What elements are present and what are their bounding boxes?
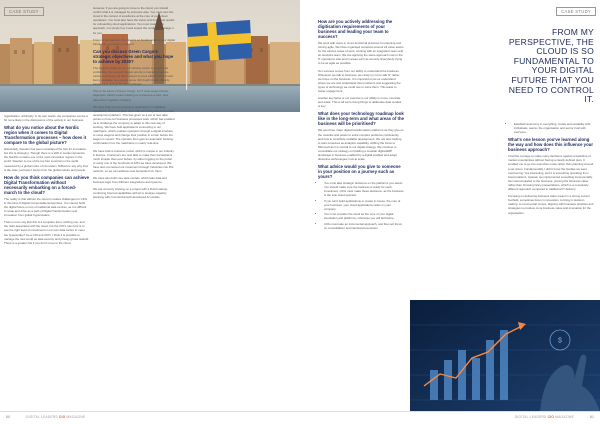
right-footer [300,411,600,424]
question-heading: How are you actively addressing the digitisation requirements of your business and leading your team to success? [318,19,393,39]
paragraph: Another key factor is our purpose is our ability to move, innovate and scale. This is all we're doing things to deliberate data models is key. [318,96,402,109]
question-heading: Can you discuss Green Cargo's strategic objectives and what you hope to achieve by 2030? [93,48,174,64]
list-item: • If you can't build applications or create in-house, the core of your business, your cloud applications relies on your company. [324,199,404,211]
list-item: • You must consider the cloud as the core of your digital foundation and platforms, otherwise you will fail before. [324,212,404,220]
paragraph: I had the courage to make many decisions against a backdrop of market uncertainties without having a clearly defined plan. It enabled me to go into executive mode rather than planning around a set vision. Fundamentally, I didn't know the hurdles we were overcoming. Yes interesting, and it is something operating from interpretations. Instead, we implemented something incrementally, then demonstrated to the business, proving the business value rather than throwing fancy presentations, which is a completely different approach compared to traditional IT delivery. [508,154,594,192]
paragraph: From my perspective, the cloud is so fundamental to your digital future that you need to control it. [93,37,175,46]
left-column-1 [4,114,89,248]
question-heading: What advice would you give to someone in your position on a journey such as yours? [318,164,401,180]
list-item: • Establish autonomy in everything, create accountability with individuals, teams, the organisation and senior trust with everyone. [514,122,594,134]
question-heading: How do you think companies can achieve Digital Transformation without necessarily embarking on a forced-march to the cloud? [4,174,90,195]
paragraph: Historically, Sweden has been considered the hub for innovation, but this is changing. Though there is a shift in market dynamics, the Nordics remains one of the most innovative regions in the world. Sweden is one of the top four countries in the world measured by a global index of innovation. Difficult to say why that is the case, perhaps it stems from the global culture and people. [4,147,88,172]
digital-chart-hand-photo [410,300,600,412]
paragraph: We have built several enterprise applications to digitalise operations, which we have done with our Outsystems low-code development platform. This has given us a set of new data points on how our business processes work, which has enabled us to challenge the company to adapt to this new way of working. We have built applications connecting to our mainframe, which enables operators through a digital interface to move wagons and change their position in a train before the wagon is moved. The operator then gets an automatic booking confirmation from the mainframe in nearly real-time. [93,104,175,146]
right-page [300,0,600,424]
publication-name-part: MAGAZINE [555,415,574,419]
left-column-2 [93,6,175,203]
advice-list [318,181,404,230]
publication-name-accent: CIO [547,415,555,419]
paragraph: We work with users in cross-functional practices for planning and turning agile. We have organised ourselves around 24 value teams for the various areas of work, working with an integration team and an analytics team. We are applying the same approach now to the IT operations side and in areas such as security. Everybody trying to be as agile as possible. [318,41,404,66]
paragraph: We are currently working on a project with a Dutch startup, combining internal capabilities with AI to analyse capacity planning with commercial tech-developed AI models. [93,187,168,200]
paragraph: organisation. Arbitrarily: in its own words, the companies can be a bit more likely in the discussions of the activity in our business. [4,114,88,123]
publication-name [26,415,85,419]
question-heading: What's one lesson you've learned along the way and how does this influence your business approach? [508,137,593,153]
case-study-tag: CASE STUDY [4,7,44,16]
paragraph: Focusing on delivering business value meant in a strong current foothold, sometimes focus in innovation, to bring in decision making, to commercial moves, aligning with business priorities and strategies to produce more business value and innovation for the organisation. [508,194,594,215]
paragraph: Our success comes from our ability to understand the business. Whenever we talk to business, we rarely try not to talk IT; rather, we focus on the business. It is important to let us understand where we are and understand their problems and suggesting the types of technology we could use to solve them. This leads to better engagement. [318,68,401,94]
case-study-tag: CASE STUDY [556,7,596,16]
pull-quote: FROM MY PERSPECTIVE, THE CLOUD IS SO FUNDAMENTAL TO YOUR DIGITAL FUTURE THAT YOU NEED TO CONTROL IT. [508,27,594,105]
publication-name-part: DIGITAL LEADERS [514,415,547,419]
advice-list-continued [508,122,594,134]
svg-text:$: $ [558,337,562,345]
publication-name-part: MAGAZINE [66,415,86,419]
paragraph: However, if you are going to move to the cloud, you should confirm that it is managed by someone else. You must own the cloud in the context of excellence at the core of your cloud operations. You must also have the vision and functional results for onboarding cloud applications. You must master this approach, not simply buy it and expect the vendor to manage it for you. [93,6,175,35]
question-heading: What do you notice about the Nordic region when it comes to Digital Transformation processes – how does it compare to the global picture? [4,125,87,146]
right-column-2 [508,122,594,218]
list-item: • CIOs must take an incremental approach, and then act focus on consolidation and intentional execution. [324,222,404,230]
publication-name-part: DIGITAL LEADERS [26,415,58,419]
paragraph: This is the future of Green Cargo, so IT must support those objectives, which means helping us to become a tech- and data-driven logistics company. [93,89,169,102]
paragraph: We see three major digital transformation platforms as they give us the muscles and power to solve complex problems consistently and how to contribute scalable development. We are also looking to start ourselves as analytics capability, shifting the focus to Microsoft as it is central to our digital strategy. We continue to consolidate our strategy on building a modular digital ERP landscape in business enabled by a digital enabled and adopt disruptive technologies in AI at scale. [318,128,404,162]
publication-name [515,415,574,419]
paragraph: The reality is that without the cloud it creates challenges for CIOs in this kind of Digital Composable Enterprises. You cannot build the digital future on top of traditional data centres, as it is difficult to scale and drive as a path of Digital Transformation and innovation from global hyperscalers. [4,196,88,218]
paragraph: The biggest challenge for our industry sector is growth and profitability. Our second biggest priority is helping to reduce carbon emissions, as rail transport is more efficient than trucks. Every weekday, we operate some 400 freight trains, thereby transporting around 60,000 truckloads. [93,65,174,87]
page-number: 60 [6,415,10,419]
paragraph: That is not to say that this is a complete all-or-nothing one, and the risks associated with the cloud, but the CIO's role here is to see the right level of investment in our own data centre to meet the hyperscaler? As a CIO and CDO, I think it is possible to manage the new world as data security and privacy grows twofold. There is a greater risk if you don't move to the cloud. [4,220,89,245]
question-heading: What does your technology roadmap look like in the long-term and what areas of the business will be prioritised? [318,111,404,127]
paragraph: We have built a customer portal, which is unique in our industry in Europe. Customers are now able to make their transactions much simpler than ever before: by either logging on the portal or using one of the hundreds of APIs we have developed. We have also connected our customers through Industries into this network, so we can address new demands from them. [93,148,174,173]
paragraph: We have also built core data models, which take data and business logic from different integrations and systems. [93,176,167,185]
left-footer [0,411,300,424]
list-item: • You must take strategic decisions on the platforms you select. You should make sure the business is ready for each investment. CIOs must make these decisions, as the business is the sole cloud operator. [324,181,404,197]
right-column-1 [318,17,404,233]
page-number: 61 [590,415,594,419]
publication-name-accent: CIO [58,415,66,419]
